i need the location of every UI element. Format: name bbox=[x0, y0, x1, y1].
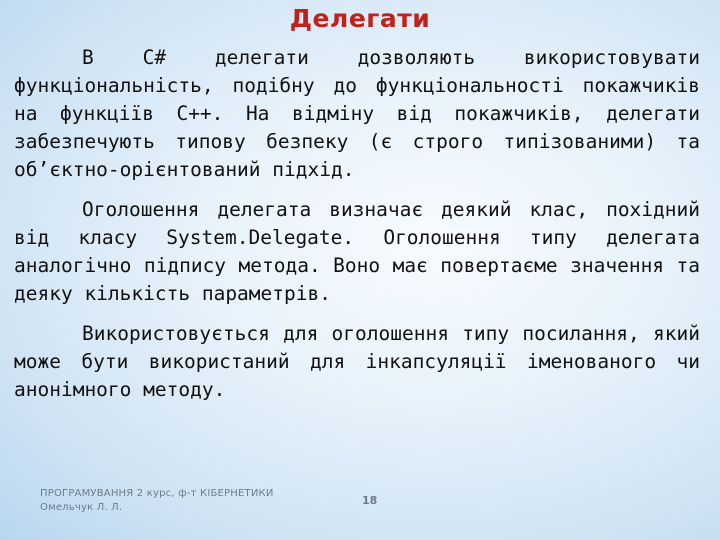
paragraph-delegates-intro: В C# делегати дозволяють використовувати функціональність, подібну до функціональності покажчиків на функціїв C++. На відміну від покажчиків, делегати забезпечують типову безпеку (є строго типізованими) та об’єктно-орієнтований підхід. bbox=[14, 46, 700, 181]
paragraph-delegate-usage: Використовується для оголошення типу посилання, який може бути використаний для інкапсуляції іменованого чи анонімного методу. bbox=[14, 322, 700, 401]
page-number: 18 bbox=[362, 494, 378, 507]
slide-body bbox=[14, 44, 700, 416]
footer-course: ПРОГРАМУВАННЯ 2 курс, ф-т КІБЕРНЕТИКИ bbox=[40, 488, 274, 499]
footer-info bbox=[40, 487, 274, 515]
paragraph-delegate-declaration: Оголошення делегата визначає деякий клас, похідний від класу System.Delegate. Оголошення типу делегата аналогічно підпису метода. Воно має повертаєме значення та деяку кількість параметрів. bbox=[14, 198, 700, 305]
slide-title: Делегати bbox=[289, 4, 431, 33]
footer-author: Омельчук Л. Л. bbox=[40, 502, 123, 513]
